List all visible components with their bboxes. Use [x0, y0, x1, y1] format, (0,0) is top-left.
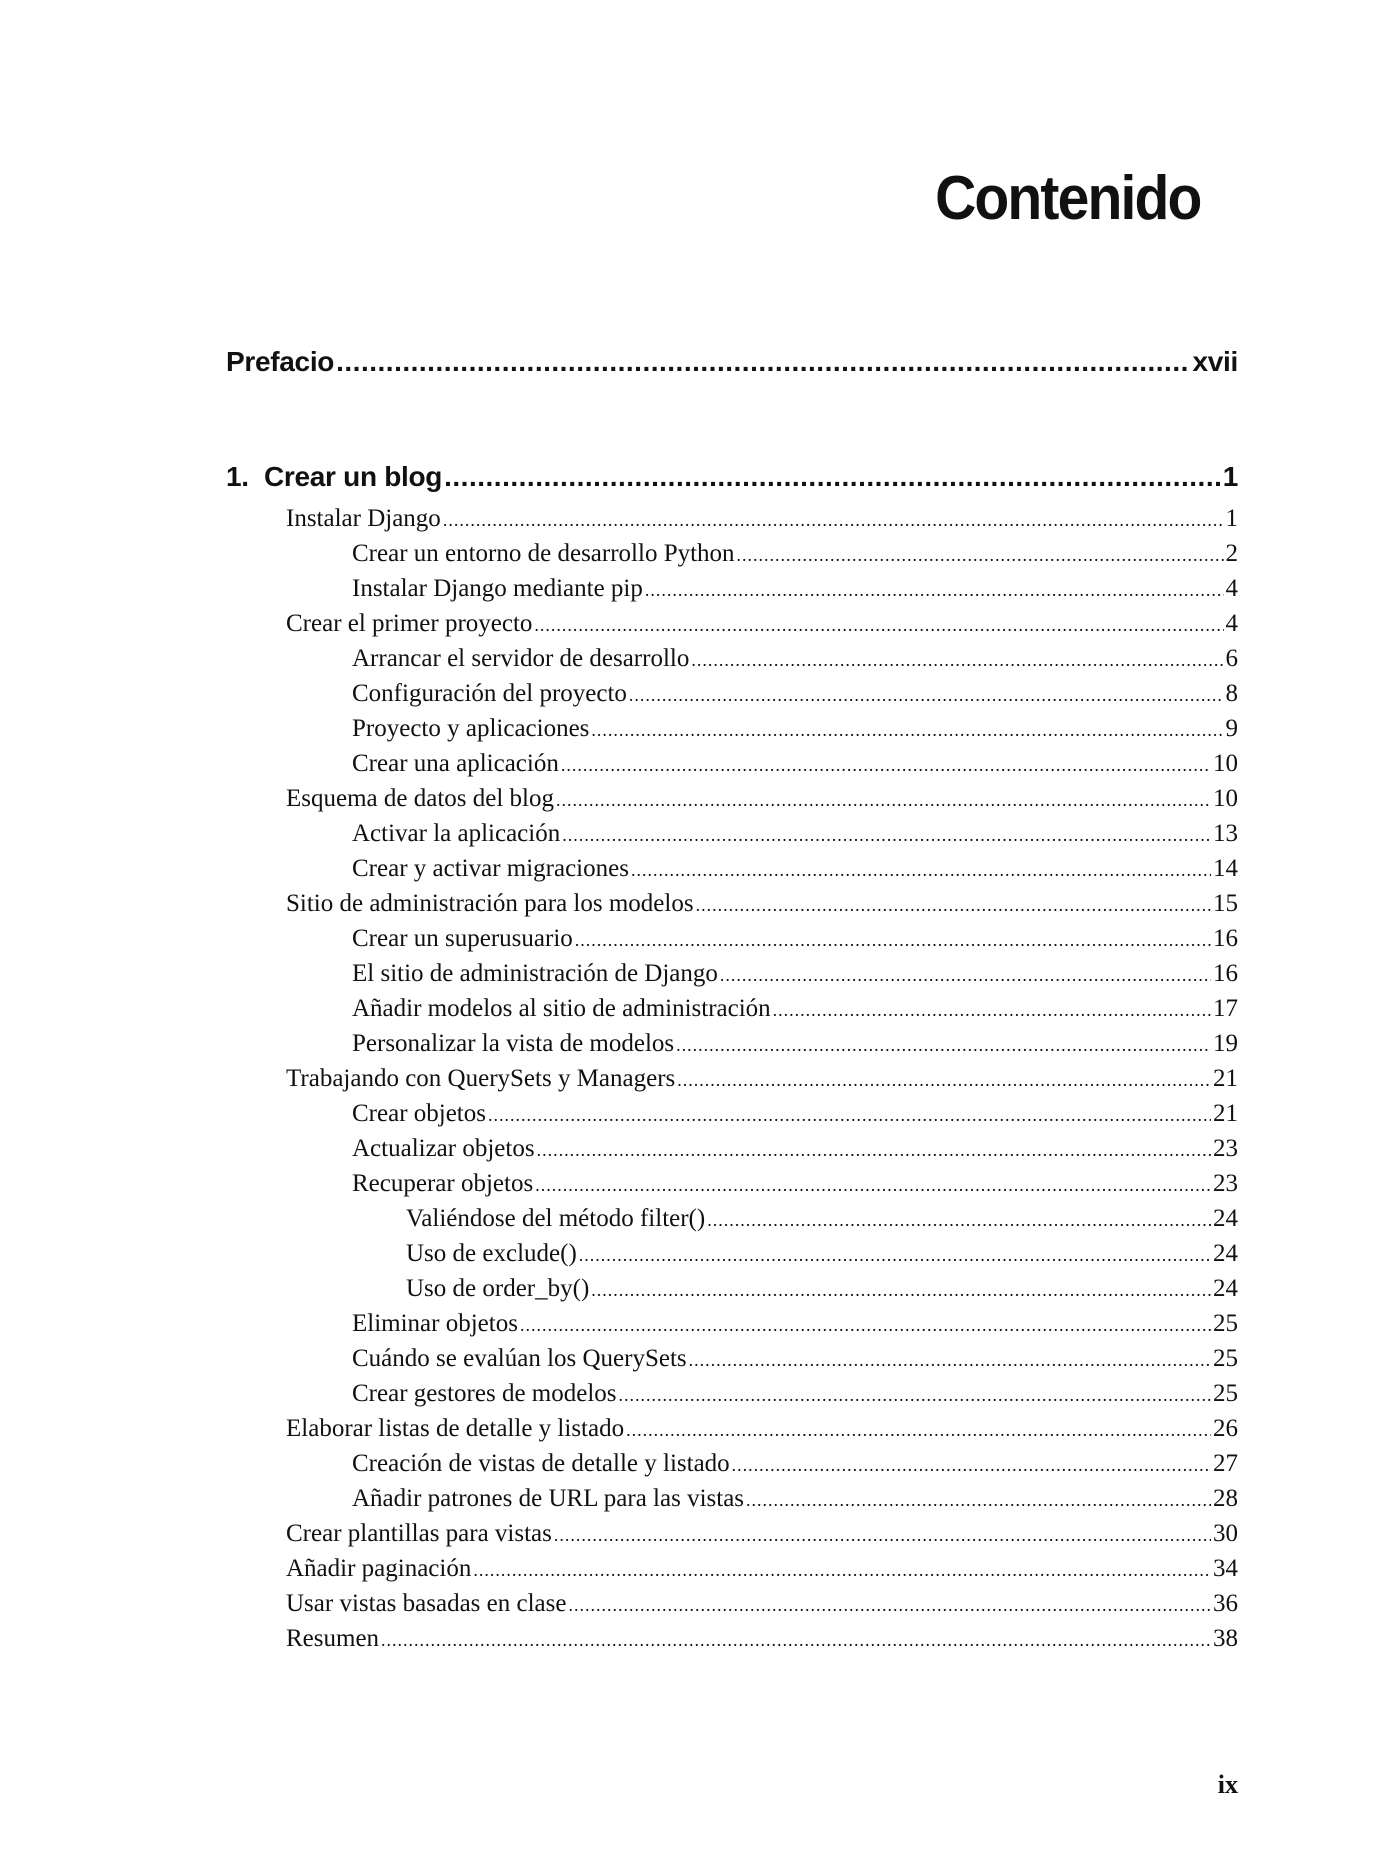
toc-entry-page: 9 [1225, 715, 1238, 742]
toc-entry-label: Crear el primer proyecto [286, 610, 533, 637]
toc-entry-page: 21 [1213, 1065, 1238, 1092]
toc-chapter-1 [226, 461, 1238, 1656]
toc-entry[interactable] [226, 921, 1238, 956]
toc-entry-page: 24 [1213, 1240, 1238, 1267]
dot-leader [554, 1516, 1211, 1551]
dot-leader [591, 1271, 1211, 1306]
toc-entry-label: Cuándo se evalúan los QuerySets [352, 1345, 687, 1372]
toc-entry[interactable] [226, 1411, 1238, 1446]
dot-leader [707, 1201, 1211, 1236]
toc-entry-label: Crear un entorno de desarrollo Python [352, 540, 735, 567]
toc-entry-page: 25 [1213, 1345, 1238, 1372]
toc-entry-page: 26 [1213, 1415, 1238, 1442]
toc-entry-label: Recuperar objetos [352, 1170, 534, 1197]
dot-leader [626, 1411, 1211, 1446]
toc-entry-label: Actualizar objetos [352, 1135, 535, 1162]
toc-chapter-heading[interactable] [226, 461, 1238, 501]
dot-leader [537, 1131, 1211, 1166]
toc-entry-label: Usar vistas basadas en clase [286, 1590, 567, 1617]
toc-chapter-page: 1 [1222, 461, 1238, 492]
toc-entry-label: Eliminar objetos [352, 1310, 518, 1337]
toc-entry[interactable] [226, 1061, 1238, 1096]
toc-entry-label: Crear plantillas para vistas [286, 1520, 552, 1547]
toc-entry-label: Arrancar el servidor de desarrollo [352, 645, 690, 672]
dot-leader [629, 676, 1224, 711]
dot-leader [677, 1061, 1211, 1096]
toc-entry-label: Crear un superusuario [352, 925, 573, 952]
toc-entry-label: Crear y activar migraciones [352, 855, 629, 882]
toc-entry-page: 36 [1213, 1590, 1238, 1617]
toc-entry[interactable] [226, 641, 1238, 676]
toc-entry-label: Proyecto y aplicaciones [352, 715, 590, 742]
toc-entry[interactable] [226, 1026, 1238, 1061]
toc-entry-page: 27 [1213, 1450, 1238, 1477]
toc-entry-page: 10 [1213, 785, 1238, 812]
toc-entry-page: 21 [1213, 1100, 1238, 1127]
toc-entry[interactable] [226, 886, 1238, 921]
toc-entry[interactable] [226, 1131, 1238, 1166]
dot-leader [732, 1446, 1211, 1481]
dot-leader [561, 746, 1211, 781]
toc-entry-label: Crear gestores de modelos [352, 1380, 617, 1407]
toc-entry[interactable] [226, 536, 1238, 571]
chapter-number: 1. [226, 461, 249, 492]
toc-entry-page: 25 [1213, 1380, 1238, 1407]
dot-leader [473, 1551, 1211, 1586]
dot-leader [696, 886, 1211, 921]
toc-entry[interactable] [226, 711, 1238, 746]
dot-leader [534, 606, 1223, 641]
dot-leader [568, 1586, 1211, 1621]
toc-entry-label: Resumen [286, 1625, 380, 1652]
toc-entry[interactable] [226, 606, 1238, 641]
chapter-title: Crear un blog [264, 461, 443, 492]
toc-entry[interactable] [226, 501, 1238, 536]
toc-entry[interactable] [226, 1341, 1238, 1376]
toc-entry[interactable] [226, 956, 1238, 991]
toc-entry[interactable] [226, 816, 1238, 851]
dot-leader [579, 1236, 1211, 1271]
dot-leader [520, 1306, 1211, 1341]
toc-preface-page: xvii [1192, 346, 1238, 377]
dot-leader [336, 346, 1190, 378]
toc-entry-page: 2 [1225, 540, 1238, 567]
toc-entry[interactable] [226, 851, 1238, 886]
toc-entry[interactable] [226, 1621, 1238, 1656]
toc-entry-page: 30 [1213, 1520, 1238, 1547]
toc-entry-label: Crear objetos [352, 1100, 486, 1127]
toc-entry-page: 23 [1213, 1135, 1238, 1162]
toc-entry-page: 28 [1213, 1485, 1238, 1512]
toc-entry-list [226, 501, 1238, 1656]
toc-entry-page: 23 [1213, 1170, 1238, 1197]
toc-entry[interactable] [226, 1516, 1238, 1551]
toc-entry-label: El sitio de administración de Django [352, 960, 718, 987]
toc-chapter-label [226, 461, 442, 493]
dot-leader [689, 1341, 1211, 1376]
toc-entry-label: Valiéndose del método filter() [406, 1205, 706, 1232]
dot-leader [720, 956, 1211, 991]
dot-leader [591, 711, 1223, 746]
toc-entry[interactable] [226, 676, 1238, 711]
dot-leader [645, 571, 1224, 606]
toc-entry-page: 13 [1213, 820, 1238, 847]
toc-entry-label: Crear una aplicación [352, 750, 559, 777]
dot-leader [691, 641, 1223, 676]
dot-leader [737, 536, 1224, 571]
toc-entry-label: Trabajando con QuerySets y Managers [286, 1065, 676, 1092]
dot-leader [556, 781, 1211, 816]
toc-entry-page: 24 [1213, 1275, 1238, 1302]
toc-entry-label: Añadir modelos al sitio de administración [352, 995, 771, 1022]
toc-entry-page: 1 [1225, 505, 1238, 532]
toc-entry[interactable] [226, 781, 1238, 816]
dot-leader [488, 1096, 1211, 1131]
toc-entry-page: 38 [1213, 1625, 1238, 1652]
toc-entry-label: Añadir patrones de URL para las vistas [352, 1485, 745, 1512]
toc-entry-label: Creación de vistas de detalle y listado [352, 1450, 730, 1477]
toc-entry-page: 15 [1213, 890, 1238, 917]
dot-leader [676, 1026, 1211, 1061]
dot-leader [619, 1376, 1211, 1411]
toc-entry[interactable] [226, 1586, 1238, 1621]
toc-entry-page: 4 [1225, 575, 1238, 602]
toc-entry-label: Activar la aplicación [352, 820, 561, 847]
dot-leader [535, 1166, 1211, 1201]
toc-entry-page: 16 [1213, 925, 1238, 952]
toc-entry[interactable] [226, 1481, 1238, 1516]
toc-entry-page: 25 [1213, 1310, 1238, 1337]
toc-entry[interactable] [226, 1306, 1238, 1341]
dot-leader [444, 461, 1221, 493]
toc-entry[interactable] [226, 1551, 1238, 1586]
toc-entry-label: Uso de exclude() [406, 1240, 577, 1267]
toc-entry-label: Sitio de administración para los modelos [286, 890, 694, 917]
toc-entry[interactable] [226, 746, 1238, 781]
toc-entry-label: Elaborar listas de detalle y listado [286, 1415, 625, 1442]
toc-entry[interactable] [226, 1096, 1238, 1131]
toc-preface-label: Prefacio [226, 346, 335, 377]
toc-entry-page: 24 [1213, 1205, 1238, 1232]
dot-leader [746, 1481, 1211, 1516]
toc-entry-page: 10 [1213, 750, 1238, 777]
toc-entry[interactable] [226, 571, 1238, 606]
dot-leader [443, 501, 1224, 536]
toc-entry-page: 16 [1213, 960, 1238, 987]
toc-entry[interactable] [226, 991, 1238, 1026]
toc-entry-label: Personalizar la vista de modelos [352, 1030, 675, 1057]
toc-entry-label: Añadir paginación [286, 1555, 472, 1582]
toc-entry-page: 17 [1213, 995, 1238, 1022]
toc-preface [226, 346, 1238, 386]
toc-entry[interactable] [226, 1271, 1238, 1306]
toc-entry-label: Instalar Django mediante pip [352, 575, 643, 602]
dot-leader [575, 921, 1211, 956]
toc-entry[interactable] [226, 1446, 1238, 1481]
toc-entry-label: Configuración del proyecto [352, 680, 627, 707]
toc-entry-page: 19 [1213, 1030, 1238, 1057]
dot-leader [773, 991, 1211, 1026]
toc-entry[interactable] [226, 1201, 1238, 1236]
toc-preface-line[interactable] [226, 346, 1238, 386]
toc-entry[interactable] [226, 1376, 1238, 1411]
toc-entry[interactable] [226, 1236, 1238, 1271]
dot-leader [562, 816, 1211, 851]
dot-leader [631, 851, 1211, 886]
dot-leader [381, 1621, 1211, 1656]
page-title: Contenido [934, 164, 1200, 233]
page-folio: ix [1217, 1770, 1238, 1799]
toc-entry-page: 4 [1225, 610, 1238, 637]
toc-entry-page: 6 [1225, 645, 1238, 672]
toc-entry-page: 34 [1213, 1555, 1238, 1582]
toc-entry-label: Esquema de datos del blog [286, 785, 554, 812]
toc-entry-page: 8 [1225, 680, 1238, 707]
toc-entry-label: Uso de order_by() [406, 1275, 590, 1302]
toc-entry[interactable] [226, 1166, 1238, 1201]
toc-entry-label: Instalar Django [286, 505, 441, 532]
toc-entry-page: 14 [1213, 855, 1238, 882]
